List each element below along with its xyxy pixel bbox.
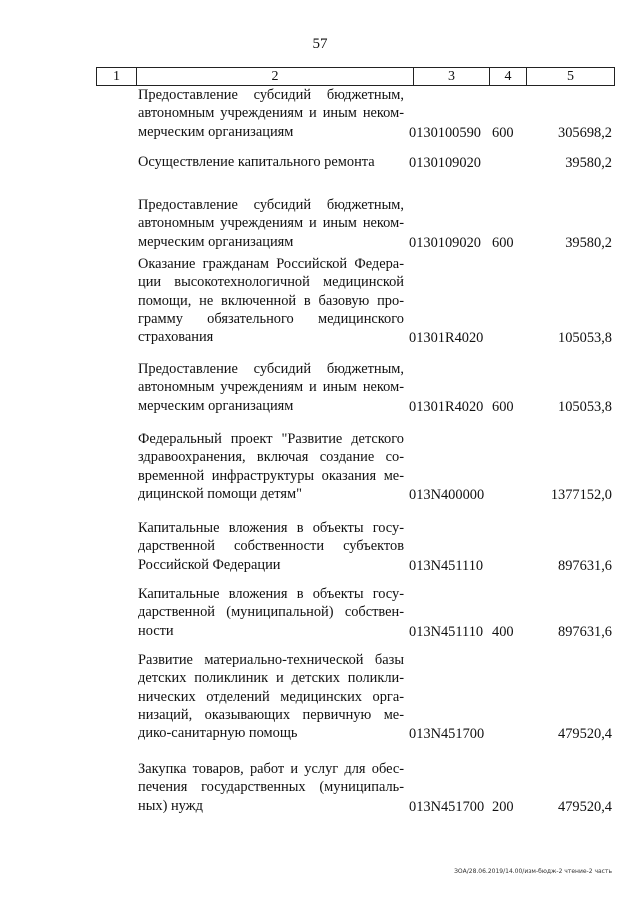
row-description (138, 360, 404, 415)
description-line: грамму обязательного медицинского (138, 310, 404, 327)
description-line: ции высокотехнологичной медицинской (138, 274, 404, 291)
column-header-table (96, 67, 615, 86)
description-line: мерческим организациям (138, 397, 294, 414)
row-description (138, 519, 404, 574)
target-code: 013N451110 (409, 623, 484, 640)
expense-type: 200 (492, 798, 514, 815)
description-line: детских поликлиник и детских поликли- (138, 670, 404, 687)
expense-type: 600 (492, 398, 514, 415)
row-description (138, 255, 404, 346)
amount-value: 897631,6 (558, 623, 612, 640)
row-description (138, 651, 404, 742)
description-line: Предоставление субсидий бюджетным, (138, 361, 404, 377)
description-line: страхования (138, 329, 214, 346)
expense-type: 400 (492, 623, 514, 640)
row-description (138, 86, 404, 141)
target-code: 01301R4020 (409, 398, 484, 415)
description-line: Предоставление субсидий бюджетным, (138, 87, 404, 103)
description-line: нических отделений медицинских орга- (138, 688, 404, 705)
amount-value: 105053,8 (558, 398, 612, 415)
description-line: ных) нужд (138, 797, 203, 814)
column-header-2: 2 (137, 68, 414, 86)
target-code: 0130109020 (409, 234, 481, 251)
description-line: Развитие материально-технической базы (138, 652, 404, 668)
expense-type: 600 (492, 124, 514, 141)
target-code: 013N451110 (409, 557, 484, 574)
row-description (138, 153, 404, 171)
row-description (138, 196, 404, 251)
description-line: автономным учреждениям и иным неком- (138, 215, 404, 232)
description-line: Предоставление субсидий бюджетным, (138, 197, 404, 213)
description-line: Осуществление капитального ремонта (138, 154, 375, 170)
column-header-5: 5 (527, 68, 615, 86)
target-code: 01301R4020 (409, 330, 484, 347)
description-line: дарственной собственности субъектов (138, 538, 404, 555)
description-line: мерческим организациям (138, 123, 294, 140)
expense-type: 600 (492, 234, 514, 251)
target-code: 0130109020 (409, 155, 481, 171)
description-line: дарственной (муниципальной) собствен- (138, 604, 404, 621)
description-line: временной инфраструктуры оказания ме- (138, 467, 404, 484)
description-line: Капитальные вложения в объекты госу- (138, 586, 404, 602)
amount-value: 39580,2 (565, 234, 612, 251)
footer-note: ЗОА/28.06.2019/14.00/изм-бюдж-2 чтение-2 часть (454, 868, 612, 875)
description-line: помощи, не включенной в базовую про- (138, 292, 404, 309)
target-code: 013N451700 (409, 726, 485, 743)
amount-value: 479520,4 (558, 726, 612, 743)
description-line: низаций, оказывающих первичную ме- (138, 706, 404, 723)
description-line: Капитальные вложения в объекты госу- (138, 520, 404, 536)
amount-value: 305698,2 (558, 124, 612, 141)
description-line: здравоохранения, включая создание со- (138, 449, 404, 466)
description-line: автономным учреждениям и иным неком- (138, 379, 404, 396)
amount-value: 897631,6 (558, 557, 612, 574)
target-code: 0130100590 (409, 124, 481, 141)
column-header-3: 3 (414, 68, 490, 86)
description-line: дицинской помощи детям" (138, 485, 302, 502)
description-line: Закупка товаров, работ и услуг для обес- (138, 761, 404, 777)
description-line: Оказание гражданам Российской Федера- (138, 256, 404, 272)
target-code: 013N400000 (409, 486, 485, 503)
description-line: ности (138, 622, 174, 639)
description-line: Российской Федерации (138, 556, 281, 573)
description-line: мерческим организациям (138, 233, 294, 250)
row-description (138, 585, 404, 640)
description-line: Федеральный проект "Развитие детского (138, 431, 404, 447)
page-number: 57 (312, 36, 328, 52)
description-line: автономным учреждениям и иным неком- (138, 105, 404, 122)
column-header-1: 1 (97, 68, 137, 86)
column-header-4: 4 (490, 68, 527, 86)
row-description (138, 760, 404, 815)
amount-value: 479520,4 (558, 798, 612, 815)
description-line: печения государственных (муниципаль- (138, 779, 404, 796)
row-description (138, 430, 404, 503)
description-line: дико-санитарную помощь (138, 725, 298, 742)
amount-value: 105053,8 (558, 330, 612, 347)
amount-value: 39580,2 (565, 155, 612, 171)
target-code: 013N451700 (409, 798, 485, 815)
amount-value: 1377152,0 (550, 486, 612, 503)
